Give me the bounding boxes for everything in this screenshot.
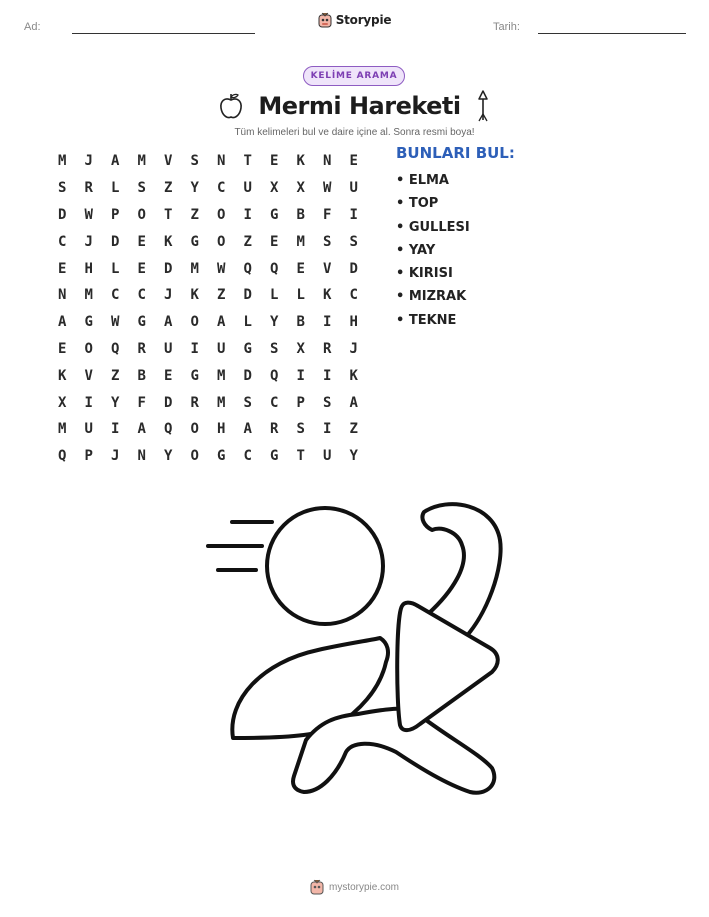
grid-letter[interactable]: U: [164, 340, 173, 357]
grid-letter[interactable]: B: [296, 314, 305, 331]
grid-letter[interactable]: S: [349, 233, 358, 250]
grid-letter[interactable]: C: [243, 448, 252, 465]
grid-letter[interactable]: V: [84, 367, 93, 384]
grid-letter[interactable]: G: [137, 314, 146, 331]
grid-letter[interactable]: K: [164, 233, 173, 250]
grid-letter[interactable]: N: [137, 448, 146, 465]
grid-letter[interactable]: N: [217, 153, 226, 170]
letter-grid[interactable]: [49, 148, 367, 470]
grid-letter[interactable]: E: [270, 153, 279, 170]
grid-letter[interactable]: H: [217, 421, 226, 438]
grid-letter[interactable]: X: [270, 180, 279, 197]
projectile-motion-illustration[interactable]: [190, 490, 520, 810]
grid-letter[interactable]: J: [349, 340, 358, 357]
footer: [0, 879, 709, 895]
word-item: • GULLESI: [396, 219, 470, 235]
grid-letter[interactable]: R: [270, 421, 279, 438]
grid-letter[interactable]: J: [84, 233, 93, 250]
word-item: • KIRISI: [396, 266, 453, 282]
grid-letter[interactable]: Z: [349, 421, 358, 438]
grid-letter[interactable]: L: [111, 260, 120, 277]
grid-letter[interactable]: Q: [270, 367, 279, 384]
grid-letter[interactable]: W: [84, 206, 93, 223]
grid-letter[interactable]: Z: [217, 287, 226, 304]
grid-letter[interactable]: I: [323, 421, 332, 438]
grid-letter[interactable]: G: [243, 340, 252, 357]
grid-letter[interactable]: P: [84, 448, 93, 465]
grid-letter[interactable]: T: [164, 206, 173, 223]
grid-letter[interactable]: C: [270, 394, 279, 411]
grid-letter[interactable]: G: [217, 448, 226, 465]
grid-letter[interactable]: R: [137, 340, 146, 357]
grid-letter[interactable]: C: [58, 233, 67, 250]
grid-letter[interactable]: M: [58, 153, 67, 170]
brand: [0, 12, 709, 28]
grid-letter[interactable]: E: [349, 153, 358, 170]
grid-letter[interactable]: Y: [164, 448, 173, 465]
grid-letter[interactable]: G: [190, 367, 199, 384]
grid-letter[interactable]: Y: [190, 180, 199, 197]
grid-letter[interactable]: D: [243, 287, 252, 304]
title-row: [0, 90, 709, 122]
grid-letter[interactable]: E: [164, 367, 173, 384]
grid-letter[interactable]: Z: [190, 206, 199, 223]
grid-letter[interactable]: M: [58, 421, 67, 438]
grid-letter[interactable]: J: [111, 448, 120, 465]
grid-letter[interactable]: D: [164, 394, 173, 411]
grid-letter[interactable]: O: [190, 448, 199, 465]
storypie-logo-icon: [318, 12, 332, 28]
grid-letter[interactable]: I: [349, 206, 358, 223]
grid-letter[interactable]: S: [190, 153, 199, 170]
grid-letter[interactable]: S: [323, 233, 332, 250]
grid-letter[interactable]: Q: [58, 448, 67, 465]
grid-letter[interactable]: N: [58, 287, 67, 304]
ball-shape: [267, 508, 383, 624]
grid-letter[interactable]: V: [323, 260, 332, 277]
grid-letter[interactable]: O: [217, 206, 226, 223]
grid-letter[interactable]: C: [111, 287, 120, 304]
word-list: [396, 171, 470, 334]
grid-letter[interactable]: I: [243, 206, 252, 223]
grid-letter[interactable]: S: [58, 180, 67, 197]
word-item: • MIZRAK: [396, 289, 467, 305]
grid-letter[interactable]: L: [243, 314, 252, 331]
grid-letter[interactable]: E: [58, 260, 67, 277]
grid-letter[interactable]: X: [296, 180, 305, 197]
grid-letter[interactable]: A: [111, 153, 120, 170]
grid-letter[interactable]: R: [84, 180, 93, 197]
grid-letter[interactable]: M: [190, 260, 199, 277]
grid-letter[interactable]: I: [84, 394, 93, 411]
name-label: Ad:: [24, 21, 41, 33]
grid-letter[interactable]: S: [323, 394, 332, 411]
grid-letter[interactable]: E: [296, 260, 305, 277]
grid-letter[interactable]: F: [137, 394, 146, 411]
grid-letter[interactable]: L: [270, 287, 279, 304]
grid-letter[interactable]: O: [84, 340, 93, 357]
grid-letter[interactable]: R: [323, 340, 332, 357]
word-item: • TOP: [396, 196, 439, 212]
grid-letter[interactable]: V: [164, 153, 173, 170]
grid-letter[interactable]: P: [111, 206, 120, 223]
grid-letter[interactable]: J: [164, 287, 173, 304]
grid-letter[interactable]: G: [190, 233, 199, 250]
grid-letter[interactable]: I: [190, 340, 199, 357]
grid-letter[interactable]: O: [217, 233, 226, 250]
grid-letter[interactable]: D: [164, 260, 173, 277]
grid-letter[interactable]: I: [111, 421, 120, 438]
grid-letter[interactable]: Y: [270, 314, 279, 331]
grid-letter[interactable]: M: [296, 233, 305, 250]
grid-letter[interactable]: C: [349, 287, 358, 304]
grid-letter[interactable]: M: [84, 287, 93, 304]
grid-letter[interactable]: X: [296, 340, 305, 357]
grid-letter[interactable]: W: [111, 314, 120, 331]
grid-letter[interactable]: A: [137, 421, 146, 438]
grid-letter[interactable]: E: [270, 233, 279, 250]
grid-letter[interactable]: S: [137, 180, 146, 197]
grid-letter[interactable]: Z: [111, 367, 120, 384]
footer-url[interactable]: mystorypie.com: [328, 881, 399, 893]
grid-letter[interactable]: K: [349, 367, 358, 384]
grid-letter[interactable]: L: [296, 287, 305, 304]
storypie-logo-icon: [310, 879, 324, 895]
grid-letter[interactable]: J: [84, 153, 93, 170]
grid-letter[interactable]: W: [323, 180, 332, 197]
grid-letter[interactable]: W: [217, 260, 226, 277]
grid-letter[interactable]: S: [270, 340, 279, 357]
grid-letter[interactable]: K: [58, 367, 67, 384]
grid-letter[interactable]: T: [296, 448, 305, 465]
word-item: • TEKNE: [396, 312, 457, 328]
arrow-icon: [475, 90, 491, 122]
grid-letter[interactable]: E: [58, 340, 67, 357]
grid-letter[interactable]: D: [349, 260, 358, 277]
grid-letter[interactable]: P: [296, 394, 305, 411]
grid-letter[interactable]: G: [270, 206, 279, 223]
word-item: • YAY: [396, 242, 436, 258]
grid-letter[interactable]: L: [111, 180, 120, 197]
apple-icon: [218, 92, 244, 120]
triangle-shape: [397, 603, 498, 731]
grid-letter[interactable]: Y: [349, 448, 358, 465]
grid-letter[interactable]: O: [190, 421, 199, 438]
grid-letter[interactable]: O: [190, 314, 199, 331]
grid-letter[interactable]: M: [137, 153, 146, 170]
grid-letter[interactable]: N: [323, 153, 332, 170]
grid-letter[interactable]: U: [349, 180, 358, 197]
instructions: Tüm kelimeleri bul ve daire içine al. Sonra resmi boya!: [234, 127, 475, 138]
grid-letter[interactable]: Z: [243, 233, 252, 250]
grid-letter[interactable]: C: [217, 180, 226, 197]
word-item: • ELMA: [396, 173, 449, 188]
grid-letter[interactable]: E: [137, 233, 146, 250]
grid-letter[interactable]: E: [137, 260, 146, 277]
grid-letter[interactable]: X: [58, 394, 67, 411]
grid-letter[interactable]: I: [323, 367, 332, 384]
grid-letter[interactable]: F: [323, 206, 332, 223]
grid-letter[interactable]: A: [58, 314, 67, 331]
grid-letter[interactable]: H: [84, 260, 93, 277]
brand-name: Storypie: [335, 13, 392, 27]
grid-letter[interactable]: B: [137, 367, 146, 384]
grid-letter[interactable]: I: [296, 367, 305, 384]
grid-letter[interactable]: K: [296, 153, 305, 170]
grid-letter[interactable]: U: [243, 180, 252, 197]
grid-letter[interactable]: G: [270, 448, 279, 465]
grid-letter[interactable]: K: [323, 287, 332, 304]
grid-letter[interactable]: A: [164, 314, 173, 331]
grid-letter[interactable]: A: [349, 394, 358, 411]
grid-letter[interactable]: B: [296, 206, 305, 223]
grid-letter[interactable]: D: [58, 206, 67, 223]
grid-letter[interactable]: O: [137, 206, 146, 223]
grid-letter[interactable]: T: [243, 153, 252, 170]
grid-letter[interactable]: D: [243, 367, 252, 384]
grid-letter[interactable]: M: [217, 367, 226, 384]
grid-letter[interactable]: Y: [111, 394, 120, 411]
date-label: Tarih:: [493, 21, 520, 33]
grid-letter[interactable]: Z: [164, 180, 173, 197]
grid-letter[interactable]: Q: [243, 260, 252, 277]
grid-letter[interactable]: D: [111, 233, 120, 250]
grid-letter[interactable]: U: [323, 448, 332, 465]
grid-letter[interactable]: I: [323, 314, 332, 331]
grid-letter[interactable]: Q: [270, 260, 279, 277]
grid-letter[interactable]: Q: [111, 340, 120, 357]
grid-letter[interactable]: S: [296, 421, 305, 438]
grid-letter[interactable]: H: [349, 314, 358, 331]
grid-letter[interactable]: R: [190, 394, 199, 411]
grid-letter[interactable]: S: [243, 394, 252, 411]
date-line[interactable]: [538, 33, 686, 34]
page-title: Mermi Hareketi: [258, 92, 461, 120]
grid-letter[interactable]: K: [190, 287, 199, 304]
grid-letter[interactable]: U: [84, 421, 93, 438]
grid-letter[interactable]: A: [243, 421, 252, 438]
grid-letter[interactable]: U: [217, 340, 226, 357]
grid-letter[interactable]: G: [84, 314, 93, 331]
grid-letter[interactable]: M: [217, 394, 226, 411]
grid-letter[interactable]: C: [137, 287, 146, 304]
grid-letter[interactable]: Q: [164, 421, 173, 438]
grid-letter[interactable]: A: [217, 314, 226, 331]
word-search-badge: KELİME ARAMA: [303, 66, 405, 86]
word-list-title: BUNLARI BUL:: [396, 144, 515, 162]
name-line[interactable]: [72, 33, 255, 34]
